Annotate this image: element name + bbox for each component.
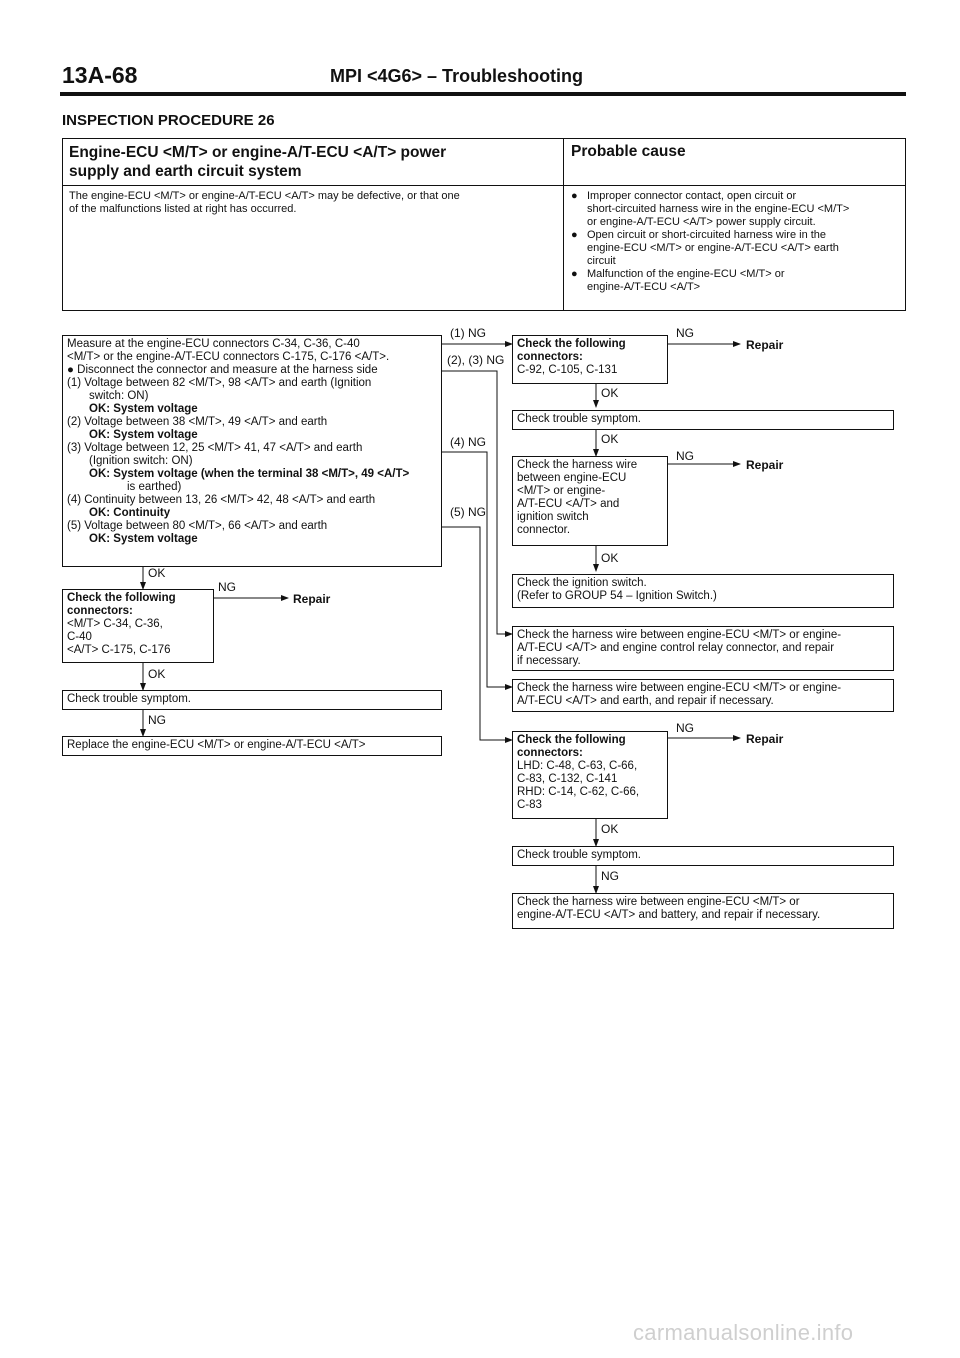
box-line: A/T-ECU <A/T> and xyxy=(517,498,620,510)
cause-line: Open circuit or short-circuited harness wire in the xyxy=(587,229,827,241)
measure-line: OK: System voltage xyxy=(89,533,198,545)
box-line: Check the harness wire xyxy=(517,459,638,471)
label-ok: OK xyxy=(601,551,619,565)
harness-earth-box xyxy=(512,679,894,712)
box-line: Check the harness wire between engine-ECU <M/T> or engine- xyxy=(517,629,842,641)
repair-label: Repair xyxy=(746,458,784,472)
label-ng: NG xyxy=(148,713,166,727)
box-line: <M/T> C-34, C-36, xyxy=(67,618,163,630)
check-connectors-1-box xyxy=(512,335,668,384)
measure-line: (5) Voltage between 80 <M/T>, 66 <A/T> and earth xyxy=(67,520,328,532)
measure-line: switch: ON) xyxy=(89,390,149,402)
label-ng5: (5) NG xyxy=(450,505,486,519)
box-line: A/T-ECU <A/T> and engine control relay connector, and repair xyxy=(517,642,835,654)
measure-line: is earthed) xyxy=(127,481,182,493)
repair-label: Repair xyxy=(746,338,784,352)
box-line: connectors: xyxy=(517,351,583,363)
box-line: Check the following xyxy=(517,734,626,746)
cause-line: or engine-A/T-ECU <A/T> power supply circuit. xyxy=(587,216,816,228)
box-line: RHD: C-14, C-62, C-66, xyxy=(517,786,640,798)
probable-cause-header: Probable cause xyxy=(571,143,686,160)
measure-line: (3) Voltage between 12, 25 <M/T> 41, 47 <A/T> and earth xyxy=(67,442,363,454)
measure-line: ● Disconnect the connector and measure at the harness side xyxy=(67,364,378,376)
label-ng: NG xyxy=(676,326,694,340)
box-line: A/T-ECU <A/T> and earth, and repair if necessary. xyxy=(517,695,774,707)
measure-line: (2) Voltage between 38 <M/T>, 49 <A/T> and earth xyxy=(67,416,328,428)
measure-line: OK: System voltage xyxy=(89,403,198,415)
measure-line: (1) Voltage between 82 <M/T>, 98 <A/T> and earth (Ignition xyxy=(67,377,372,389)
cause-line: engine-ECU <M/T> or engine-A/T-ECU <A/T> earth xyxy=(587,242,839,254)
measure-line: Measure at the engine-ECU connectors C-34, C-36, C-40 xyxy=(67,338,360,350)
procedure-title: INSPECTION PROCEDURE 26 xyxy=(62,112,275,129)
box-line: C-83, C-132, C-141 xyxy=(517,773,618,785)
page-number: 13A-68 xyxy=(62,62,138,88)
check-connectors-5-box xyxy=(512,731,668,819)
summary-title-line: Engine-ECU <M/T> or engine-A/T-ECU <A/T> power xyxy=(69,144,447,161)
check-connectors-left-box xyxy=(62,589,214,663)
box-line: if necessary. xyxy=(517,655,581,667)
cause-line: engine-A/T-ECU <A/T> xyxy=(587,281,701,293)
label-ng1: (1) NG xyxy=(450,326,486,340)
cause-line: Improper connector contact, open circuit or xyxy=(587,190,797,202)
box-line: Check the harness wire between engine-ECU <M/T> or xyxy=(517,896,800,908)
measure-line: OK: System voltage (when the terminal 38 <M/T>, 49 <A/T> xyxy=(89,468,410,480)
harness-battery-box xyxy=(512,893,894,929)
measure-line: OK: System voltage xyxy=(89,429,198,441)
box-line: <M/T> or engine- xyxy=(517,485,606,497)
check-trouble-5-box xyxy=(512,846,894,866)
label-ng: NG xyxy=(218,580,236,594)
harness-relay-box xyxy=(512,626,894,671)
box-line: Check the harness wire between engine-ECU <M/T> or engine- xyxy=(517,682,842,694)
label-ng: NG xyxy=(676,449,694,463)
box-line: C-40 xyxy=(67,631,92,643)
label-ng: NG xyxy=(601,869,619,883)
box-line: Replace the engine-ECU <M/T> or engine-A/T-ECU <A/T> xyxy=(67,739,366,751)
measure-line: (4) Continuity between 13, 26 <M/T> 42, 48 <A/T> and earth xyxy=(67,494,376,506)
label-ok: OK xyxy=(148,667,166,681)
replace-ecu-box xyxy=(62,736,442,756)
repair-label: Repair xyxy=(293,592,331,606)
summary-title-line: supply and earth circuit system xyxy=(69,163,302,180)
box-line: between engine-ECU xyxy=(517,472,627,484)
harness-ignition-box xyxy=(512,456,668,546)
label-ok: OK xyxy=(601,432,619,446)
description-line: of the malfunctions listed at right has occurred. xyxy=(69,203,297,215)
check-trouble-left-box xyxy=(62,690,442,710)
box-line: LHD: C-48, C-63, C-66, xyxy=(517,760,638,772)
label-ng23: (2), (3) NG xyxy=(447,353,505,367)
box-line: <A/T> C-175, C-176 xyxy=(67,644,171,656)
label-ok: OK xyxy=(601,386,619,400)
box-line: connector. xyxy=(517,524,571,536)
measure-line: (Ignition switch: ON) xyxy=(89,455,193,467)
label-ng: NG xyxy=(676,721,694,735)
watermark: carmanualsonline.info xyxy=(633,1320,854,1345)
box-line: C-92, C-105, C-131 xyxy=(517,364,618,376)
box-line: Check trouble symptom. xyxy=(517,413,641,425)
box-line: Check the following xyxy=(67,592,176,604)
measure-line: <M/T> or the engine-A/T-ECU connectors C-175, C-176 <A/T>. xyxy=(67,351,390,363)
page-title: MPI <4G6> – Troubleshooting xyxy=(330,66,584,86)
cause-line: circuit xyxy=(587,255,616,267)
box-line: (Refer to GROUP 54 – Ignition Switch.) xyxy=(517,590,717,602)
repair-label: Repair xyxy=(746,732,784,746)
box-line: connectors: xyxy=(67,605,133,617)
label-ok: OK xyxy=(148,566,166,580)
box-line: connectors: xyxy=(517,747,583,759)
bullet-icon: ● xyxy=(571,268,578,280)
box-line: Check trouble symptom. xyxy=(67,693,191,705)
label-ng4: (4) NG xyxy=(450,435,486,449)
measure-line: OK: Continuity xyxy=(89,507,171,519)
description-line: The engine-ECU <M/T> or engine-A/T-ECU <A/T> may be defective, or that one xyxy=(69,190,460,202)
box-line: Check the ignition switch. xyxy=(517,577,647,589)
cause-line: Malfunction of the engine-ECU <M/T> or xyxy=(587,268,785,280)
cause-line: short-circuited harness wire in the engine-ECU <M/T> xyxy=(587,203,850,215)
bullet-icon: ● xyxy=(571,190,578,202)
box-line: C-83 xyxy=(517,799,542,811)
measure-box xyxy=(62,335,442,567)
box-line: Check trouble symptom. xyxy=(517,849,641,861)
bullet-icon: ● xyxy=(571,229,578,241)
label-ok: OK xyxy=(601,822,619,836)
box-line: engine-A/T-ECU <A/T> and battery, and repair if necessary. xyxy=(517,909,821,921)
ignition-switch-box xyxy=(512,574,894,608)
check-trouble-1-box xyxy=(512,410,894,430)
box-line: ignition switch xyxy=(517,511,589,523)
box-line: Check the following xyxy=(517,338,626,350)
